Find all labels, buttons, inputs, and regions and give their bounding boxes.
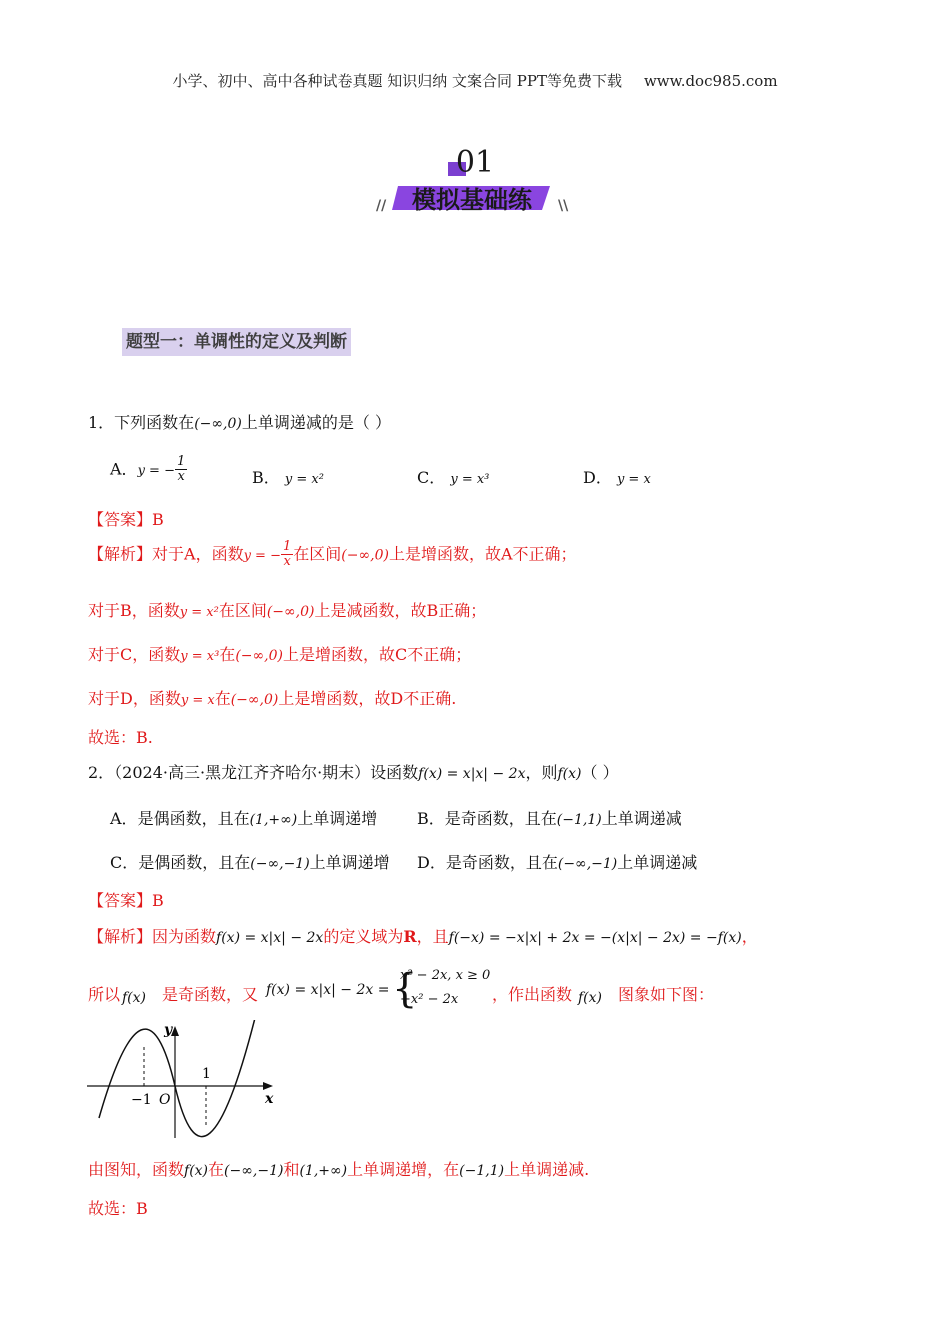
option-label: A．	[110, 459, 138, 479]
badge-slash-right: \\	[558, 198, 569, 214]
option-label: B．	[252, 468, 280, 487]
q1-stem	[88, 410, 391, 433]
q1-option-c	[417, 465, 489, 488]
q1-option-b	[252, 465, 324, 488]
q1-answer	[88, 507, 164, 530]
analysis-label: 【解析】	[88, 544, 153, 564]
option-expr: y = −	[137, 463, 175, 479]
q1-stem-pre: 1．下列函数在	[88, 413, 195, 432]
badge-number-graphic	[440, 140, 510, 180]
badge-number: 01	[455, 145, 495, 180]
q1-analysis-line-3: 对于C，函数y = x³在(−∞,0)上是增函数，故C不正确；	[88, 645, 472, 664]
fraction: $\frac{1}{x}$	[176, 454, 186, 485]
option-label: C．	[417, 468, 446, 487]
q1-conclusion: 故选：B.	[88, 728, 153, 747]
curve	[99, 1020, 255, 1137]
option-label: D．	[583, 468, 612, 487]
q2-option-b: B．是奇函数，且在(−1,1)上单调递减	[417, 809, 682, 828]
header-site: www.doc985.com	[643, 72, 778, 90]
y-label: y	[164, 1022, 173, 1038]
q2-stem: 2．（2024·高三·黑龙江齐齐哈尔·期末）设函数f(x) = x|x| − 2x，则f(x)（ ）	[88, 763, 619, 782]
q1-stem-post: 上单调递减的是（ ）	[241, 413, 391, 432]
q2-analysis-line-3: 由图知，函数f(x)在(−∞,−1)和(1,+∞)上单调递增，在(−1,1)上单调递减.	[88, 1160, 590, 1179]
y-axis-arrow-icon	[171, 1026, 179, 1036]
q1-interval: (−∞,0)	[194, 416, 242, 432]
q1-analysis-line-4: 对于D，函数y = x在(−∞,0)上是增函数，故D不正确.	[88, 689, 457, 708]
q2-analysis-line-1: 【解析】因为函数f(x) = x|x| − 2x的定义域为R，且f(−x) = −x|x| + 2x = −(x|x| − 2x) = −f(x)，	[88, 927, 758, 946]
q2-conclusion: 故选：B	[88, 1199, 148, 1218]
header-text: 小学、初中、高中各种试卷真题 知识归纳 文案合同 PPT等免费下载	[172, 72, 622, 90]
answer-value: B	[152, 510, 164, 529]
q1-option-d	[583, 465, 651, 488]
badge-title: 模拟基础练	[412, 186, 532, 214]
q1-analysis-line-2: 对于B，函数y = x²在区间(−∞,0)上是减函数，故B正确；	[88, 601, 487, 620]
tick-neg-label: −1	[131, 1092, 152, 1108]
q1-analysis-line-1: 【解析】对于A，函数y = − $\frac{1}{x}$ 在区间(−∞,0)上是增函数，故A不正确；	[88, 539, 577, 570]
q1-option-a	[110, 455, 187, 485]
option-expr: y = x³	[450, 472, 490, 487]
q2-answer: 【答案】B	[88, 891, 164, 910]
brace: {	[392, 966, 418, 1012]
q2-option-c: C．是偶函数，且在(−∞,−1)上单调递增	[110, 853, 390, 872]
q2-option-a: A．是偶函数，且在(1,+∞)上单调递增	[110, 809, 378, 828]
section-heading: 题型一：单调性的定义及判断	[122, 328, 351, 356]
badge-slash-left: //	[376, 198, 387, 214]
tick-pos-label: 1	[202, 1066, 211, 1082]
option-expr: y = x²	[284, 472, 324, 487]
origin-label: O	[159, 1092, 171, 1108]
page-header	[0, 70, 950, 91]
option-expr: y = x	[616, 472, 651, 487]
q2-option-d: D．是奇函数，且在(−∞,−1)上单调递减	[417, 853, 698, 872]
x-label: x	[265, 1091, 274, 1107]
answer-label: 【答案】	[88, 510, 153, 529]
x-axis-arrow-icon	[263, 1082, 273, 1090]
function-graph	[85, 1020, 285, 1145]
